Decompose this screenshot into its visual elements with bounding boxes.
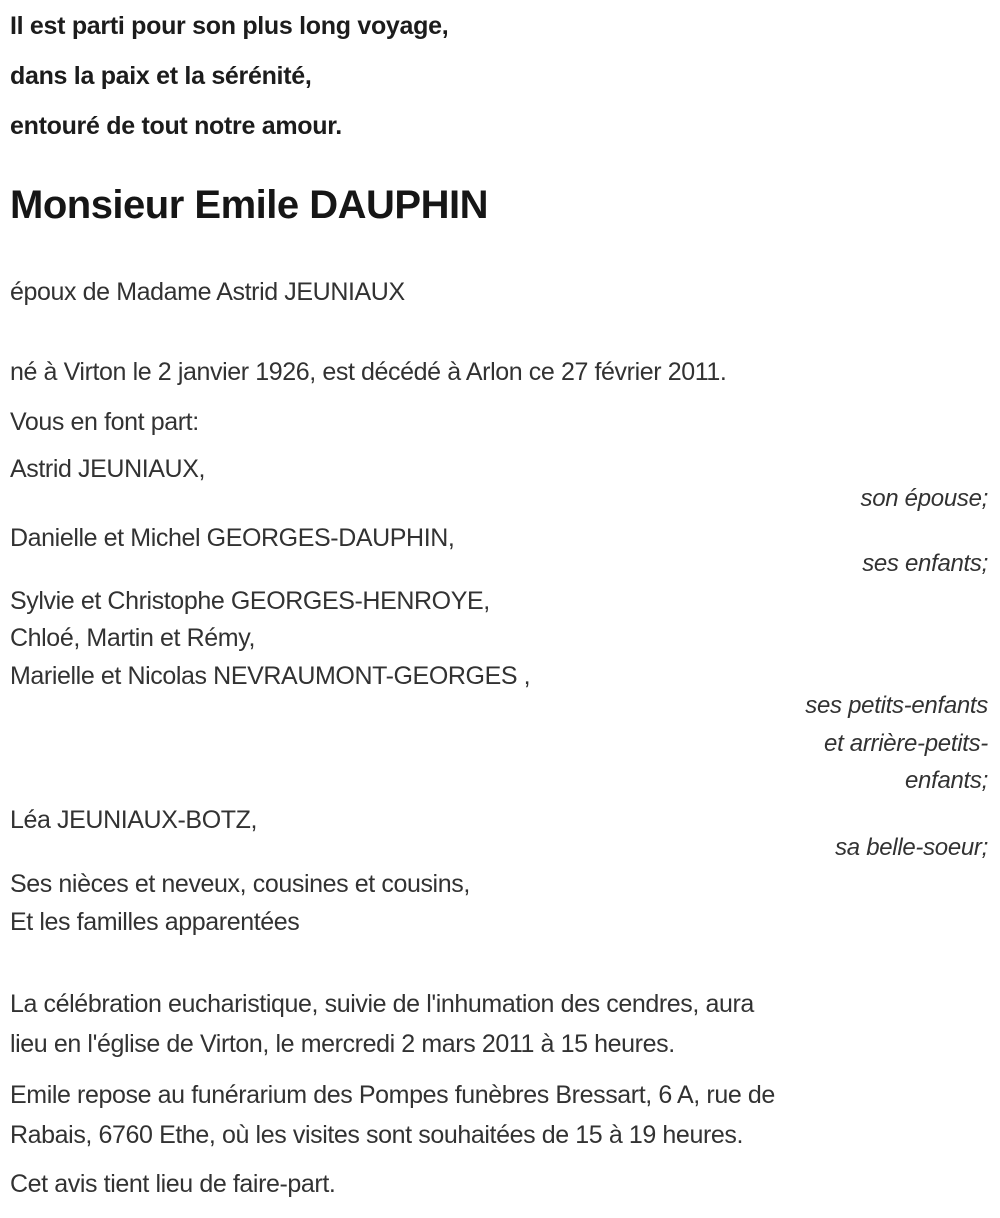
family-sister-in-law-relation: sa belle-soeur; — [835, 834, 988, 861]
family-grandchildren-name-2: Chloé, Martin et Rémy, — [10, 624, 255, 652]
family-grandchildren-name-1: Sylvie et Christophe GEORGES-HENROYE, — [10, 587, 490, 615]
family-wife-name: Astrid JEUNIAUX, — [10, 455, 206, 483]
family-grandchildren-name-3: Marielle et Nicolas NEVRAUMONT-GEORGES , — [10, 662, 531, 690]
family-children-name: Danielle et Michel GEORGES-DAUPHIN, — [10, 524, 455, 552]
family-grandchildren-relation-line-2: et arrière-petits- — [824, 730, 988, 757]
family-wife-relation: son épouse; — [860, 485, 988, 512]
family-grandchildren-relation-line-1: ses petits-enfants — [805, 692, 988, 719]
family-others-line-1: Ses nièces et neveux, cousines et cousins, — [10, 870, 470, 898]
spouse-line: époux de Madame Astrid JEUNIAUX — [10, 278, 405, 306]
deceased-name-title: Monsieur Emile DAUPHIN — [10, 183, 488, 227]
closing-line: Cet avis tient lieu de faire-part. — [10, 1170, 336, 1198]
funerarium-line-2: Rabais, 6760 Ethe, où les visites sont souhaitées de 15 à 19 heures. — [10, 1121, 744, 1149]
announced-by-line: Vous en font part: — [10, 408, 199, 436]
ceremony-line-1: La célébration eucharistique, suivie de l'inhumation des cendres, aura — [10, 990, 754, 1018]
funerarium-line-1: Emile repose au funérarium des Pompes funèbres Bressart, 6 A, rue de — [10, 1081, 775, 1109]
family-children-relation: ses enfants; — [862, 550, 988, 577]
family-others-line-2: Et les familles apparentées — [10, 908, 300, 936]
family-grandchildren-relation-line-3: enfants; — [905, 767, 988, 794]
epigraph-line-1: Il est parti pour son plus long voyage, — [10, 12, 449, 40]
life-dates-line: né à Virton le 2 janvier 1926, est décédé à Arlon ce 27 février 2011. — [10, 358, 727, 386]
ceremony-line-2: lieu en l'église de Virton, le mercredi 2 mars 2011 à 15 heures. — [10, 1030, 675, 1058]
epigraph-line-2: dans la paix et la sérénité, — [10, 62, 312, 90]
family-sister-in-law-name: Léa JEUNIAUX-BOTZ, — [10, 806, 258, 834]
epigraph-line-3: entouré de tout notre amour. — [10, 112, 342, 140]
